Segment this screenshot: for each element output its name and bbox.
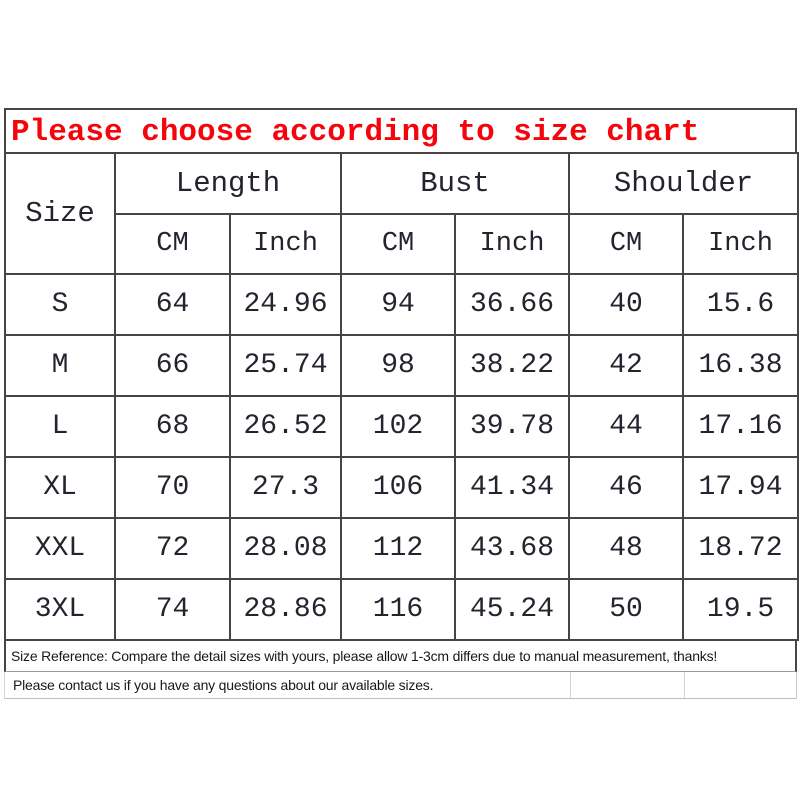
- value-cell: 116: [341, 579, 455, 640]
- size-chart-title: Please choose according to size chart: [4, 108, 797, 152]
- col-group-bust: Bust: [341, 153, 569, 214]
- size-cell: L: [5, 396, 115, 457]
- value-cell: 25.74: [230, 335, 341, 396]
- table-grid-remnant-line: [684, 672, 685, 698]
- value-cell: 102: [341, 396, 455, 457]
- size-cell: S: [5, 274, 115, 335]
- size-reference-note: Size Reference: Compare the detail sizes with yours, please allow 1-3cm differs due to manual measurement, thanks!: [4, 641, 797, 672]
- value-cell: 50: [569, 579, 683, 640]
- unit-header-shoulder-cm: CM: [569, 214, 683, 274]
- value-cell: 42: [569, 335, 683, 396]
- value-cell: 19.5: [683, 579, 798, 640]
- value-cell: 27.3: [230, 457, 341, 518]
- value-cell: 45.24: [455, 579, 569, 640]
- col-header-size: Size: [5, 153, 115, 274]
- value-cell: 17.16: [683, 396, 798, 457]
- value-cell: 70: [115, 457, 230, 518]
- value-cell: 74: [115, 579, 230, 640]
- table-row-3xl: [5, 579, 798, 640]
- value-cell: 40: [569, 274, 683, 335]
- table-header-row: [5, 153, 798, 214]
- value-cell: 106: [341, 457, 455, 518]
- size-cell: 3XL: [5, 579, 115, 640]
- table-grid-remnant-line: [570, 672, 571, 698]
- unit-header-length-inch: Inch: [230, 214, 341, 274]
- value-cell: 16.38: [683, 335, 798, 396]
- value-cell: 112: [341, 518, 455, 579]
- table-row-xxl: [5, 518, 798, 579]
- value-cell: 36.66: [455, 274, 569, 335]
- col-group-length: Length: [115, 153, 341, 214]
- contact-note-row: [4, 672, 797, 699]
- value-cell: 24.96: [230, 274, 341, 335]
- size-cell: M: [5, 335, 115, 396]
- value-cell: 17.94: [683, 457, 798, 518]
- value-cell: 46: [569, 457, 683, 518]
- table-row-l: [5, 396, 798, 457]
- value-cell: 94: [341, 274, 455, 335]
- contact-note-text: Please contact us if you have any questions about our available sizes.: [13, 677, 434, 693]
- value-cell: 39.78: [455, 396, 569, 457]
- value-cell: 18.72: [683, 518, 798, 579]
- size-cell: XL: [5, 457, 115, 518]
- value-cell: 98: [341, 335, 455, 396]
- value-cell: 38.22: [455, 335, 569, 396]
- value-cell: 64: [115, 274, 230, 335]
- value-cell: 48: [569, 518, 683, 579]
- value-cell: 43.68: [455, 518, 569, 579]
- size-cell: XXL: [5, 518, 115, 579]
- table-unit-row: [5, 214, 798, 274]
- value-cell: 72: [115, 518, 230, 579]
- value-cell: 68: [115, 396, 230, 457]
- size-chart-image: [4, 108, 797, 699]
- value-cell: 44: [569, 396, 683, 457]
- value-cell: 41.34: [455, 457, 569, 518]
- col-group-shoulder: Shoulder: [569, 153, 798, 214]
- value-cell: 66: [115, 335, 230, 396]
- value-cell: 28.08: [230, 518, 341, 579]
- table-row-m: [5, 335, 798, 396]
- unit-header-shoulder-inch: Inch: [683, 214, 798, 274]
- size-chart-table: [4, 152, 799, 641]
- unit-header-bust-inch: Inch: [455, 214, 569, 274]
- table-row-s: [5, 274, 798, 335]
- value-cell: 26.52: [230, 396, 341, 457]
- value-cell: 28.86: [230, 579, 341, 640]
- unit-header-bust-cm: CM: [341, 214, 455, 274]
- unit-header-length-cm: CM: [115, 214, 230, 274]
- table-row-xl: [5, 457, 798, 518]
- value-cell: 15.6: [683, 274, 798, 335]
